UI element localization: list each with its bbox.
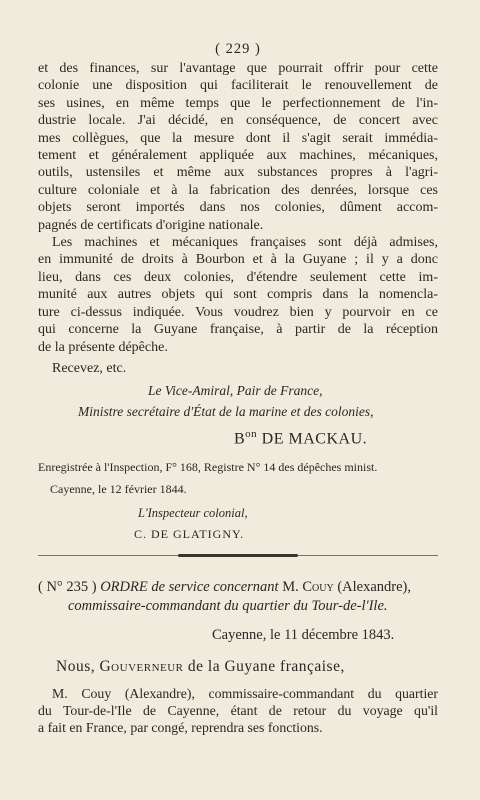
name-superscript: on (245, 427, 258, 440)
registration-date: Cayenne, le 12 février 1844. (50, 482, 187, 497)
governor-heading (38, 657, 438, 677)
page-number: ( 229 ) (215, 41, 261, 57)
text-line: lieu, dans ces deux colonies, d'étendre seulement cette im- (38, 269, 438, 285)
text-line: tement et généralement appliquée aux machines, mécaniques, (38, 148, 438, 164)
governor-prefix: Nous, (56, 658, 100, 676)
order-person-rest: (Alexandre), (333, 579, 411, 596)
text-line: en immunité de droits à Bourbon et à la Guyane ; il y a donc (38, 252, 438, 268)
text-line: de la présente dépêche. (38, 339, 168, 355)
paragraph-finances (38, 60, 438, 234)
text-line: a fait en France, par congé, reprendra ses fonctions. (38, 720, 323, 736)
governor-title: Gouverneur (99, 658, 184, 676)
order-heading (38, 578, 438, 597)
registration-line: Enregistrée à l'Inspection, F° 168, Registre N° 14 des dépêches minist. (38, 460, 378, 475)
name-prefix: B (234, 430, 246, 448)
inspector-name: C. DE GLATIGNY. (134, 527, 245, 542)
text-line: mes collègues, que la mesure dont il s'agit serait immédia- (38, 130, 438, 146)
name-text: DE MACKAU. (257, 430, 368, 448)
text-line: et des finances, sur l'avantage que pourrait offrir pour cette (38, 61, 438, 76)
text-line: Les machines et mécaniques françaises sont déjà admises, (52, 235, 438, 251)
text-line: du Tour-de-l'Ile de Cayenne, étant de retour du voyage qu'il (38, 703, 438, 719)
order-number: ( N° 235 ) (38, 579, 97, 596)
text-line: dustrie locale. J'ai décidé, en conséquence, de concert avec (38, 113, 438, 129)
text-line: culture coloniale et à la fabrication des denrées, lorsque ces (38, 182, 438, 198)
text-line: objets seront importés dans nos colonies, dûment accom- (38, 200, 438, 216)
text-line: colonie une disposition qui faciliterait le renouvellement de (38, 78, 438, 94)
closing-salutation: Recevez, etc. (52, 360, 127, 376)
order-title: ORDRE de service concernant (100, 579, 279, 596)
text-line: ture ci-dessus indiquée. Vous voudrez bien y pourvoir en ce (38, 304, 438, 320)
signatory-title-line2: Ministre secrétaire d'État de la marine et des colonies, (78, 403, 374, 419)
text-line: qui concerne la Guyane française, à partir de la réception (38, 322, 438, 338)
inspector-title: L'Inspecteur colonial, (138, 506, 248, 521)
paragraph-machines (38, 234, 438, 356)
signatory-name (38, 424, 438, 449)
divider-thick-line (178, 554, 298, 557)
governor-rest: de la Guyane française, (183, 658, 345, 676)
text-line: pagnés de certificats d'origine nationale. (38, 217, 264, 233)
section-divider (38, 552, 438, 554)
paragraph-order-body (38, 685, 438, 736)
order-person-surname: Couy (302, 579, 334, 596)
text-line: outils, ustensiles et même aux substances propres à l'agri- (38, 165, 438, 181)
text-line: munité aux autres objets qui sont compris dans la nomencla- (38, 287, 438, 303)
order-subtitle: commissaire-commandant du quartier du Tour-de-l'Ile. (68, 598, 388, 615)
text-line: ses usines, en même temps que le perfectionnement de l'in- (38, 95, 438, 111)
order-person-prefix: M. (278, 579, 303, 596)
text-line: M. Couy (Alexandre), commissaire-commandant du quartier (52, 686, 438, 702)
order-date: Cayenne, le 11 décembre 1843. (212, 627, 395, 644)
signatory-title-line1: Le Vice-Amiral, Pair de France, (148, 382, 323, 398)
